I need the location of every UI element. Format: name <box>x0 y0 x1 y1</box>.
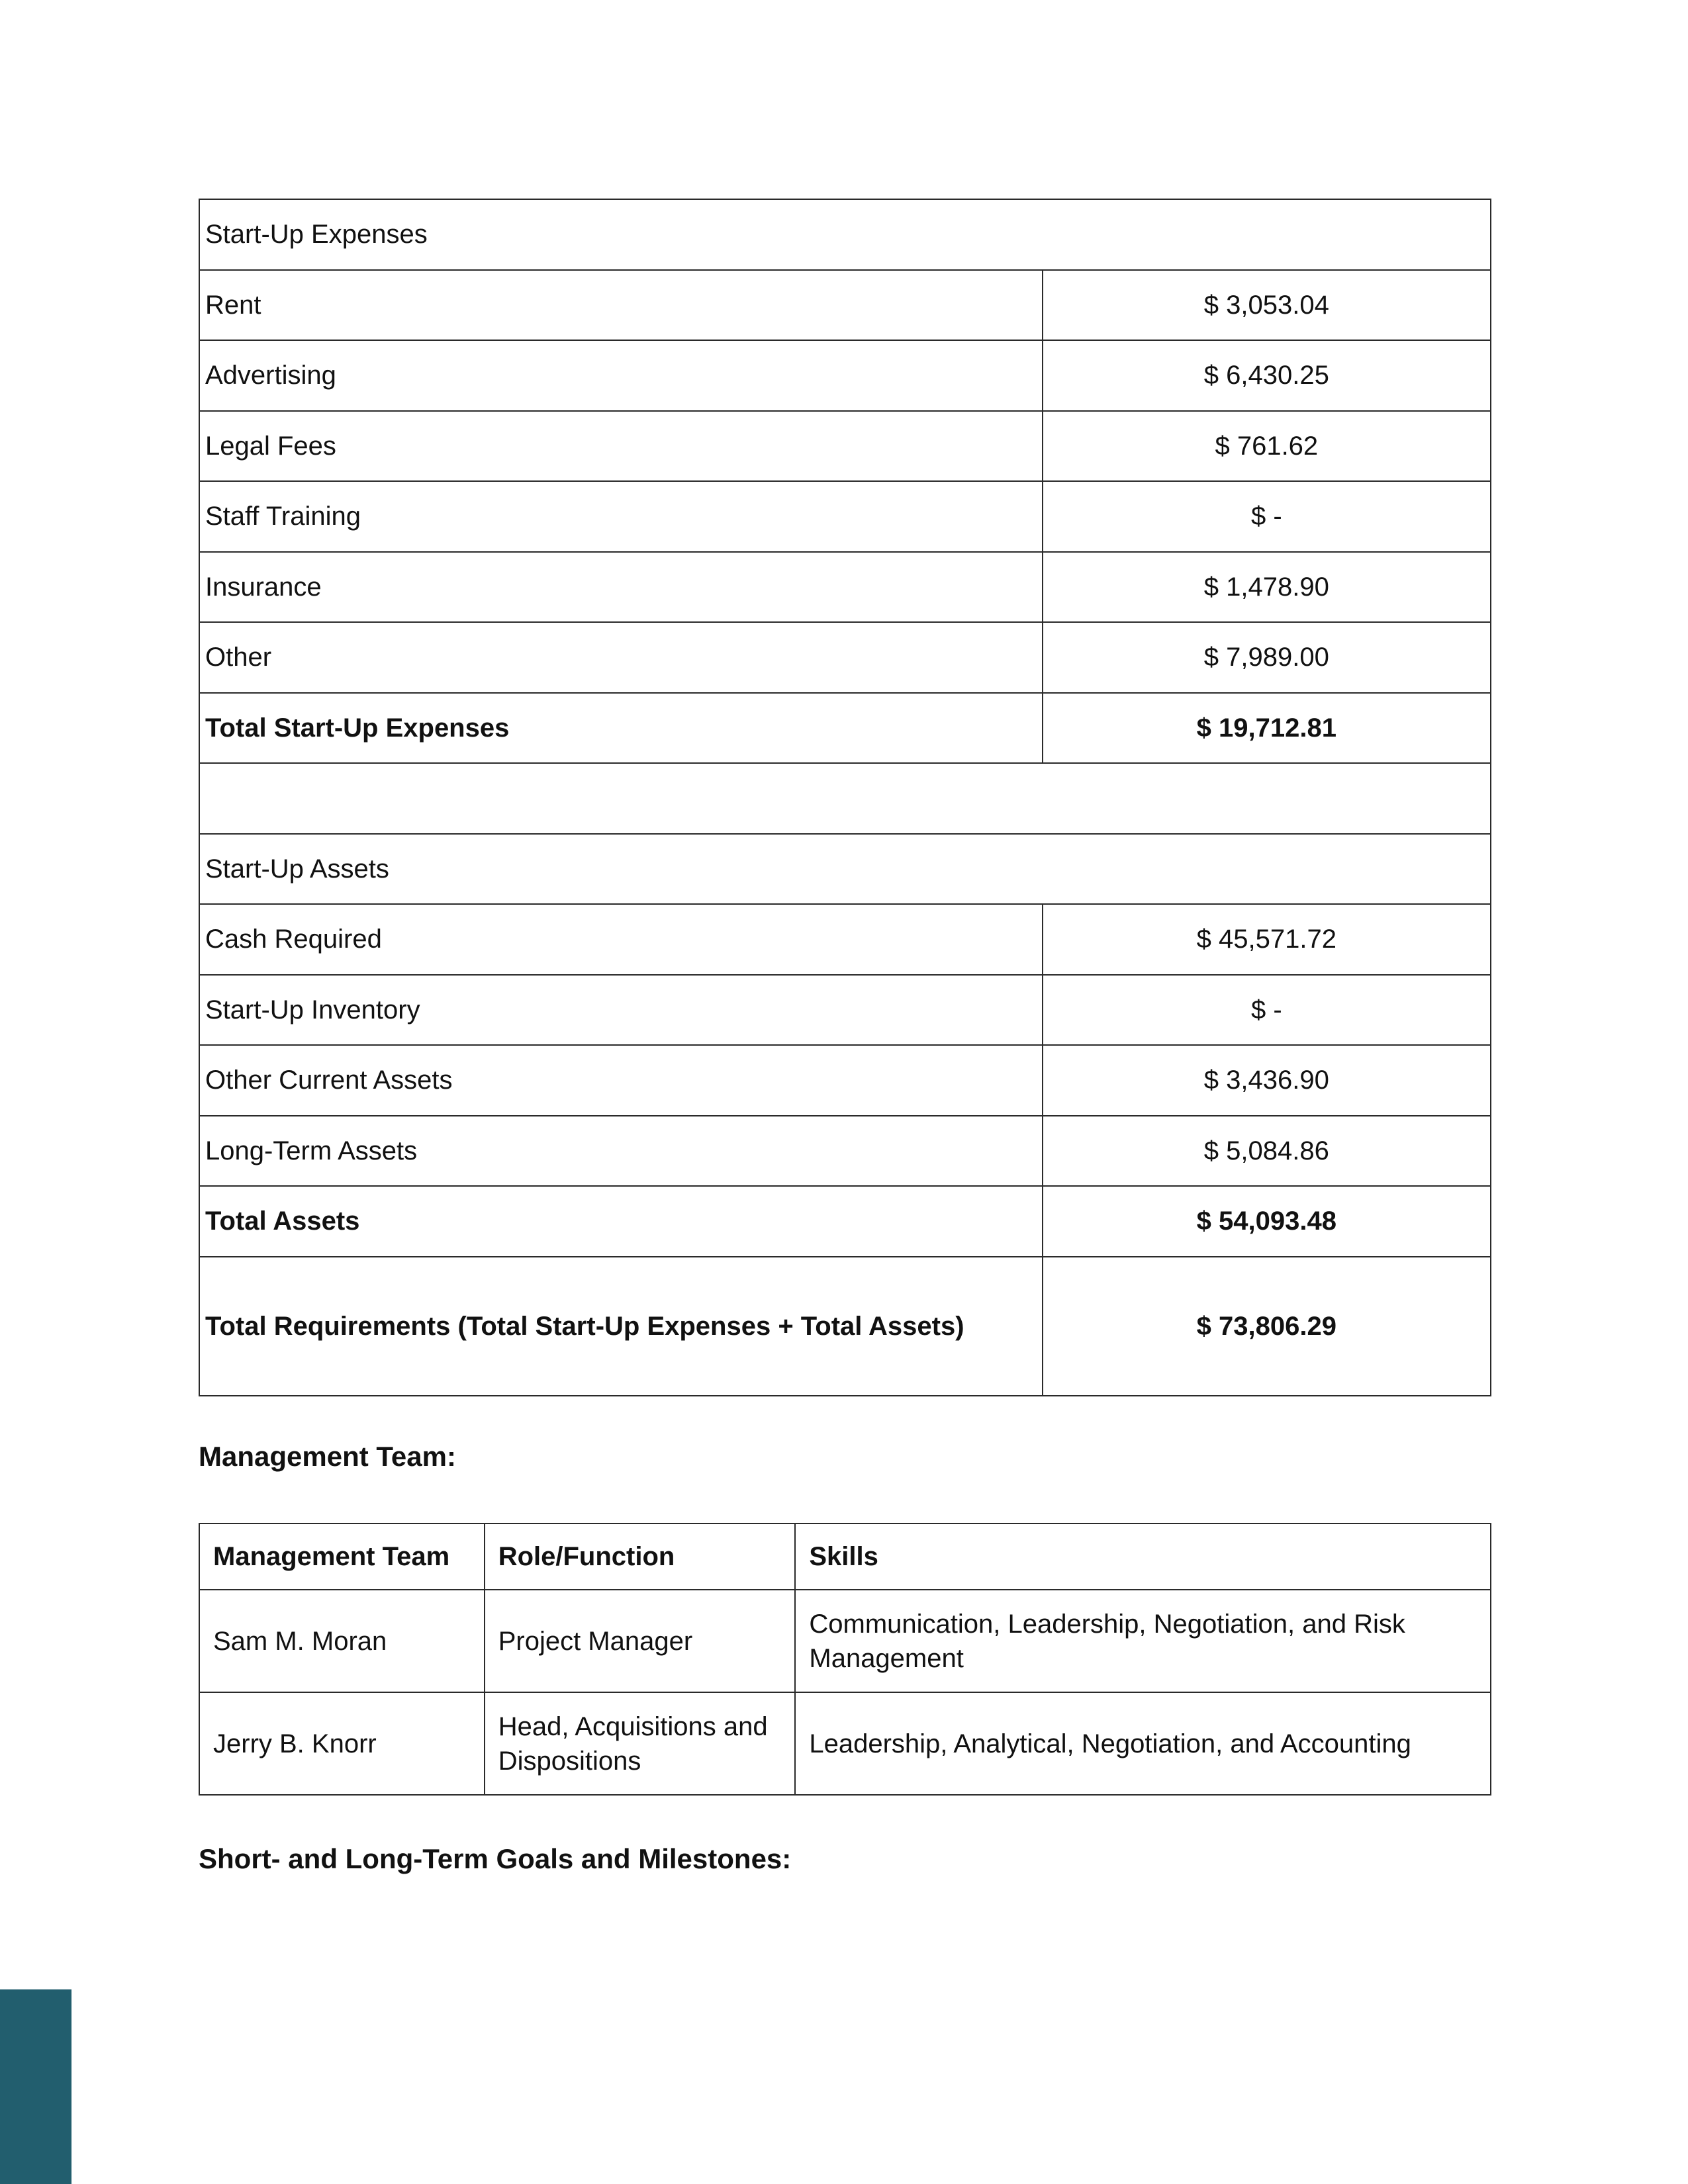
expenses-section-header: Start-Up Expenses <box>199 199 1491 270</box>
table-row <box>199 1692 1491 1795</box>
member-name: Sam M. Moran <box>199 1590 485 1692</box>
row-label: Rent <box>199 270 1043 341</box>
row-value: $ - <box>1043 481 1491 552</box>
row-value: $ 45,571.72 <box>1043 904 1491 975</box>
member-role: Head, Acquisitions and Dispositions <box>485 1692 796 1795</box>
member-skills: Communication, Leadership, Negotiation, and Risk Management <box>795 1590 1491 1692</box>
row-value: $ 7,989.00 <box>1043 622 1491 693</box>
table-row <box>199 1045 1491 1116</box>
row-value: $ 1,478.90 <box>1043 552 1491 623</box>
row-label: Legal Fees <box>199 411 1043 482</box>
row-label: Other <box>199 622 1043 693</box>
requirements-total-value: $ 73,806.29 <box>1043 1257 1491 1396</box>
row-label: Insurance <box>199 552 1043 623</box>
goals-milestones-heading: Short- and Long-Term Goals and Milestones: <box>199 1843 792 1874</box>
blank-spacer-row <box>199 763 1491 834</box>
assets-total-value: $ 54,093.48 <box>1043 1186 1491 1257</box>
column-header-skills: Skills <box>795 1524 1491 1590</box>
table-row <box>199 975 1491 1046</box>
table-row <box>199 340 1491 411</box>
expenses-total-label: Total Start-Up Expenses <box>199 693 1043 764</box>
row-value: $ 761.62 <box>1043 411 1491 482</box>
table-row <box>199 270 1491 341</box>
startup-finance-table <box>199 199 1491 1396</box>
management-team-table <box>199 1523 1491 1796</box>
row-label: Long-Term Assets <box>199 1116 1043 1187</box>
table-row <box>199 552 1491 623</box>
row-label: Advertising <box>199 340 1043 411</box>
table-row <box>199 1116 1491 1187</box>
assets-section-header: Start-Up Assets <box>199 834 1491 905</box>
table-row <box>199 1590 1491 1692</box>
row-value: $ 5,084.86 <box>1043 1116 1491 1187</box>
row-label: Other Current Assets <box>199 1045 1043 1116</box>
row-value: $ 6,430.25 <box>1043 340 1491 411</box>
row-value: $ 3,053.04 <box>1043 270 1491 341</box>
assets-total-row <box>199 1186 1491 1257</box>
row-label: Start-Up Inventory <box>199 975 1043 1046</box>
member-name: Jerry B. Knorr <box>199 1692 485 1795</box>
accent-side-bar <box>0 1989 71 2184</box>
assets-total-label: Total Assets <box>199 1186 1043 1257</box>
row-label: Cash Required <box>199 904 1043 975</box>
table-row <box>199 904 1491 975</box>
management-team-heading: Management Team: <box>199 1441 456 1472</box>
table-header-row <box>199 1524 1491 1590</box>
requirements-total-label: Total Requirements (Total Start-Up Expenses + Total Assets) <box>199 1257 1043 1396</box>
column-header-role: Role/Function <box>485 1524 796 1590</box>
table-row <box>199 481 1491 552</box>
table-row <box>199 411 1491 482</box>
row-value: $ - <box>1043 975 1491 1046</box>
expenses-total-row <box>199 693 1491 764</box>
expenses-total-value: $ 19,712.81 <box>1043 693 1491 764</box>
row-label: Staff Training <box>199 481 1043 552</box>
requirements-total-row <box>199 1257 1491 1396</box>
table-section-header-row <box>199 834 1491 905</box>
table-row <box>199 622 1491 693</box>
column-header-name: Management Team <box>199 1524 485 1590</box>
member-skills: Leadership, Analytical, Negotiation, and Accounting <box>795 1692 1491 1795</box>
member-role: Project Manager <box>485 1590 796 1692</box>
table-section-header-row <box>199 199 1491 270</box>
blank-cell <box>199 763 1491 834</box>
row-value: $ 3,436.90 <box>1043 1045 1491 1116</box>
